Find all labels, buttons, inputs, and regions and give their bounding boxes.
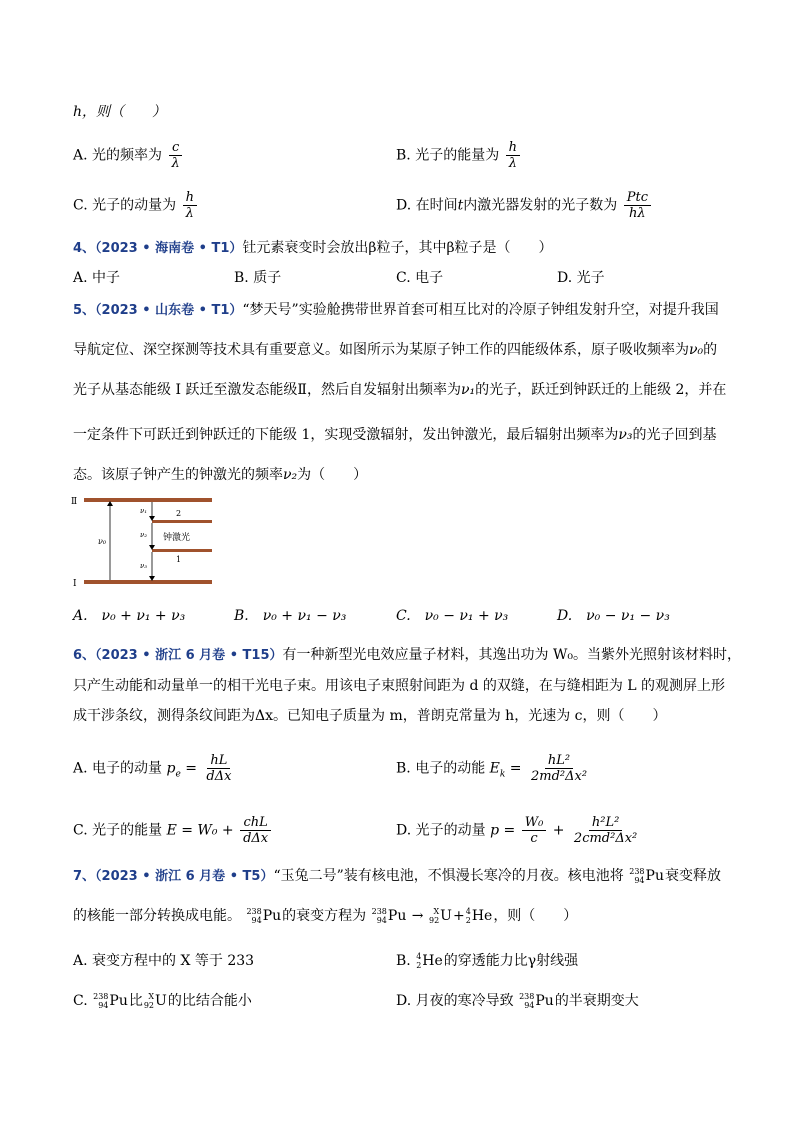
label-v2: ν₂ bbox=[140, 531, 148, 539]
nuclide-u: X 92 U bbox=[428, 907, 452, 925]
q5-stem-line4: 一定条件下可跃迁到钟跃迁的下能级 1，实现受激辐射，发出钟激光，最后辐射出频率为ν₃的光子回到基 bbox=[73, 427, 717, 443]
nuclide-pu: 238 94 Pu bbox=[371, 907, 407, 925]
q6-stem-line3: 成干涉条纹，测得条纹间距为Δx。已知电子质量为 m，普朗克常量为 h，光速为 c，则（ ） bbox=[73, 708, 667, 724]
level-1-bar bbox=[152, 549, 212, 552]
q6-option-b[interactable]: B. 电子的动能 $E_k$ = $\frac{\text{hL²}}{\text{2md²Δx²}}$ bbox=[396, 753, 592, 784]
q6-stem-line1: 6、（2023 • 浙江 6 月卷 • T15）有一种新型光电效应量子材料，其逸出功为 W₀。当紫外光照射该材料时， bbox=[73, 647, 741, 663]
nuclide-pu: 238 94 Pu bbox=[246, 907, 282, 925]
q4-option-b[interactable]: B. 质子 bbox=[234, 270, 282, 286]
fraction: $\frac{\text{chL}}{\text{dΔx}}$ bbox=[240, 815, 271, 846]
q5-option-b[interactable]: B. ν₀ + ν₁ − ν₃ bbox=[234, 608, 347, 624]
q3-option-b[interactable]: B. 光子的能量为 $\frac{h}{\lambda}$ bbox=[396, 140, 522, 171]
q5-stem-line1: 5、（2023 • 山东卷 • T1）“梦天号”实验舱携带世界首套可相互比对的冷原子钟组发射升空，对提升我国 bbox=[73, 302, 719, 318]
nuclide-u: X 92 U bbox=[143, 992, 167, 1010]
q3-intro: h，则（ ） bbox=[73, 104, 167, 120]
fraction: $\frac{\text{h²L²}}{\text{2cmd²Δx²}}$ bbox=[573, 815, 638, 846]
q6-stem-line2: 只产生动能和动量单一的相干光电子束。用该电子束照射间距为 d 的双缝，在与缝相距为 L 的观测屏上形 bbox=[73, 678, 726, 694]
level-ii-bar bbox=[84, 498, 212, 502]
fraction: $\frac{\text{Ptc}}{h\lambda}$ bbox=[624, 190, 651, 221]
label-level-ii: Ⅱ bbox=[71, 497, 78, 507]
question-source: 4、（2023 • 海南卷 • T1） bbox=[73, 241, 243, 256]
fraction: $\frac{c}{\lambda}$ bbox=[168, 140, 182, 171]
label-level-1: 1 bbox=[176, 555, 182, 564]
q4-stem: 4、（2023 • 海南卷 • T1）钍元素衰变时会放出β粒子，其中β粒子是（ ） bbox=[73, 240, 553, 256]
q4-option-a[interactable]: A. 中子 bbox=[73, 270, 121, 286]
level-i-bar bbox=[84, 580, 212, 584]
q5-option-a[interactable]: A. ν₀ + ν₁ + ν₃ bbox=[73, 608, 186, 624]
label-v3: ν₃ bbox=[140, 562, 148, 570]
q7-option-a[interactable]: A. 衰变方程中的 X 等于 233 bbox=[73, 953, 255, 969]
q5-option-d[interactable]: D. ν₀ − ν₁ − ν₃ bbox=[557, 608, 670, 624]
level-2-bar bbox=[152, 520, 212, 523]
q7-option-b[interactable]: B. 4 2 He 的穿透能力比γ射线强 bbox=[396, 952, 579, 970]
nuclide-pu: 238 94 Pu bbox=[93, 992, 128, 1010]
nuclide-he: 4 2 He bbox=[416, 952, 443, 970]
label-clock-laser: 钟激光 bbox=[163, 533, 191, 543]
q5-stem-line3: 光子从基态能级 I 跃迁至激发态能级Ⅱ，然后自发辐射出频率为ν₁的光子，跃迁到钟跃迁的上能级 2，并在 bbox=[73, 382, 727, 398]
fraction: $\frac{h}{\lambda}$ bbox=[183, 190, 197, 221]
nuclide-pu: 238 94 Pu bbox=[629, 867, 664, 885]
fraction: $\frac{hL}{\text{dΔx}}$ bbox=[206, 753, 232, 784]
energy-level-diagram bbox=[68, 494, 218, 588]
q5-stem-line2: 导航定位、深空探测等技术具有重要意义。如图所示为某原子钟工作的四能级体系，原子吸收频率为ν₀的 bbox=[73, 342, 718, 358]
q7-option-d[interactable]: D. 月夜的寒冷导致 238 94 Pu 的半衰期变大 bbox=[396, 992, 639, 1010]
q6-option-a[interactable]: A. 电子的动量 $p_e$ = $\frac{hL}{\text{dΔx}}$ bbox=[73, 753, 236, 784]
q4-option-d[interactable]: D. 光子 bbox=[557, 270, 605, 286]
label-v1: ν₁ bbox=[140, 507, 148, 515]
fraction: $\frac{\text{W₀}}{c}$ bbox=[522, 815, 547, 846]
label-level-i: I bbox=[73, 579, 77, 588]
fraction: $\frac{h}{\lambda}$ bbox=[506, 140, 520, 171]
nuclide-pu: 238 94 Pu bbox=[519, 992, 554, 1010]
label-v0: ν₀ bbox=[98, 537, 107, 546]
q7-stem-line1: 7、（2023 • 浙江 6 月卷 • T5）“玉兔二号”装有核电池，不惧漫长寒冷的月夜。核电池将 238 94 Pu 衰变释放 bbox=[73, 867, 721, 885]
label-level-2: 2 bbox=[176, 509, 182, 518]
question-source: 5、（2023 • 山东卷 • T1） bbox=[73, 303, 243, 318]
question-source: 6、（2023 • 浙江 6 月卷 • T15） bbox=[73, 648, 283, 663]
q7-stem-line2: 的核能一部分转换成电能。 238 94 Pu 的衰变方程为 238 94 Pu → X 92 U + 4 2 He ，则（ ） bbox=[73, 907, 578, 925]
nuclide-he: 4 2 He bbox=[465, 907, 493, 925]
q5-option-c[interactable]: C. ν₀ − ν₁ + ν₃ bbox=[396, 608, 509, 624]
q3-option-a[interactable]: A. 光的频率为 $\frac{c}{\lambda}$ bbox=[73, 140, 185, 171]
fraction: $\frac{\text{hL²}}{\text{2md²Δx²}}$ bbox=[531, 753, 588, 784]
question-source: 7、（2023 • 浙江 6 月卷 • T5） bbox=[73, 869, 274, 884]
q5-stem-line5: 态。该原子钟产生的钟激光的频率ν₂为（ ） bbox=[73, 467, 368, 483]
q6-option-d[interactable]: D. 光子的动量 p = $\frac{\text{W₀}}{c}$ + $\frac{\text{h²L²}}{\text{2cmd²Δx²}}$ bbox=[396, 815, 642, 846]
q3-option-c[interactable]: C. 光子的动量为 $\frac{h}{\lambda}$ bbox=[73, 190, 199, 221]
q3-option-d[interactable]: D. 在时间t内激光器发射的光子数为 $\frac{\text{Ptc}}{h\lambda}$ bbox=[396, 190, 653, 221]
q4-option-c[interactable]: C. 电子 bbox=[396, 270, 444, 286]
q7-option-c[interactable]: C. 238 94 Pu 比 X 92 U 的比结合能小 bbox=[73, 992, 252, 1010]
q6-option-c[interactable]: C. 光子的能量 E = W₀ + $\frac{\text{chL}}{\text{dΔx}}$ bbox=[73, 815, 273, 846]
